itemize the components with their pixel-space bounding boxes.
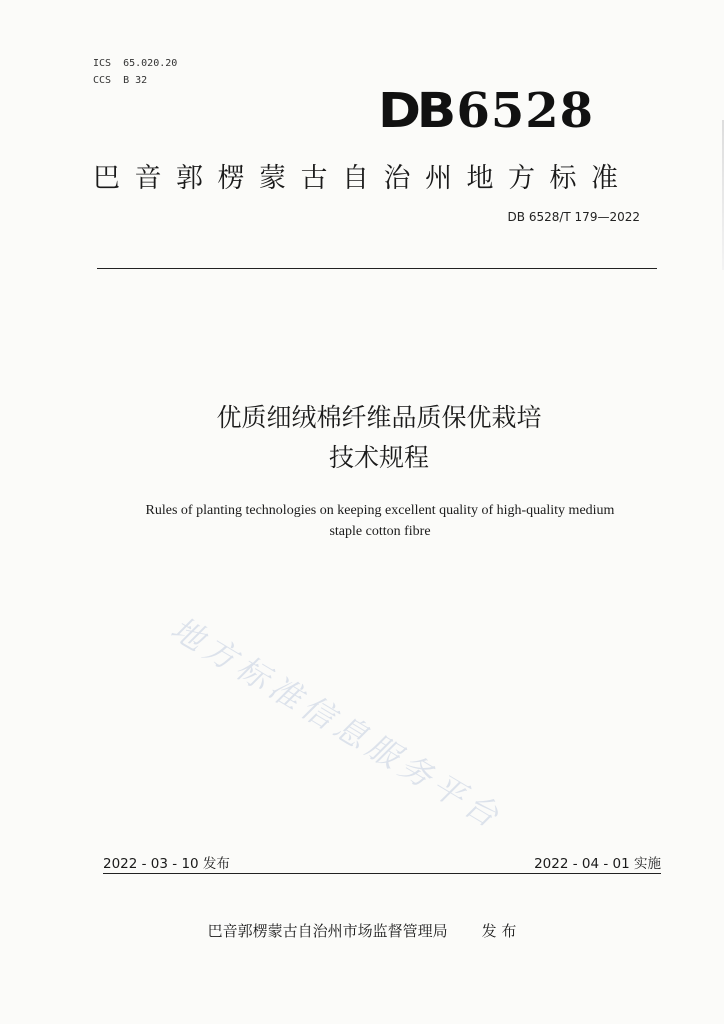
watermark: 地方标准信息服务平台 (164, 609, 510, 838)
issue-date: 2022 - 03 - 10 发布 (103, 856, 230, 872)
db-mark: DB (378, 83, 452, 139)
english-title (90, 500, 670, 542)
header-divider (97, 268, 657, 269)
ics-code: ICS 65.020.20 (93, 58, 178, 69)
implementation-date: 2022 - 04 - 01 实施 (534, 856, 661, 872)
chinese-title (0, 398, 724, 478)
db-number: 6528 (456, 83, 595, 139)
issuer-name: 巴音郭楞蒙古自治州市场监督管理局 (207, 922, 448, 940)
english-title-line2: staple cotton fibre (329, 524, 431, 539)
authority-title: 巴音郭楞蒙古自治州地方标准 (93, 163, 633, 194)
ccs-code: CCS B 32 (93, 75, 148, 86)
db-standard-logo (378, 80, 595, 139)
chinese-title-line2: 技术规程 (328, 443, 429, 472)
standard-number: DB 6528/T 179—2022 (507, 210, 640, 224)
issue-label: 发 布 (481, 922, 517, 940)
english-title-line1: Rules of planting technologies on keeping excellent quality of high-quality medium (145, 503, 615, 518)
chinese-title-line1: 优质细绒棉纤维品质保优栽培 (216, 403, 542, 432)
classification-codes (93, 55, 177, 89)
footer-divider (103, 873, 661, 874)
issuer-line (0, 920, 724, 941)
